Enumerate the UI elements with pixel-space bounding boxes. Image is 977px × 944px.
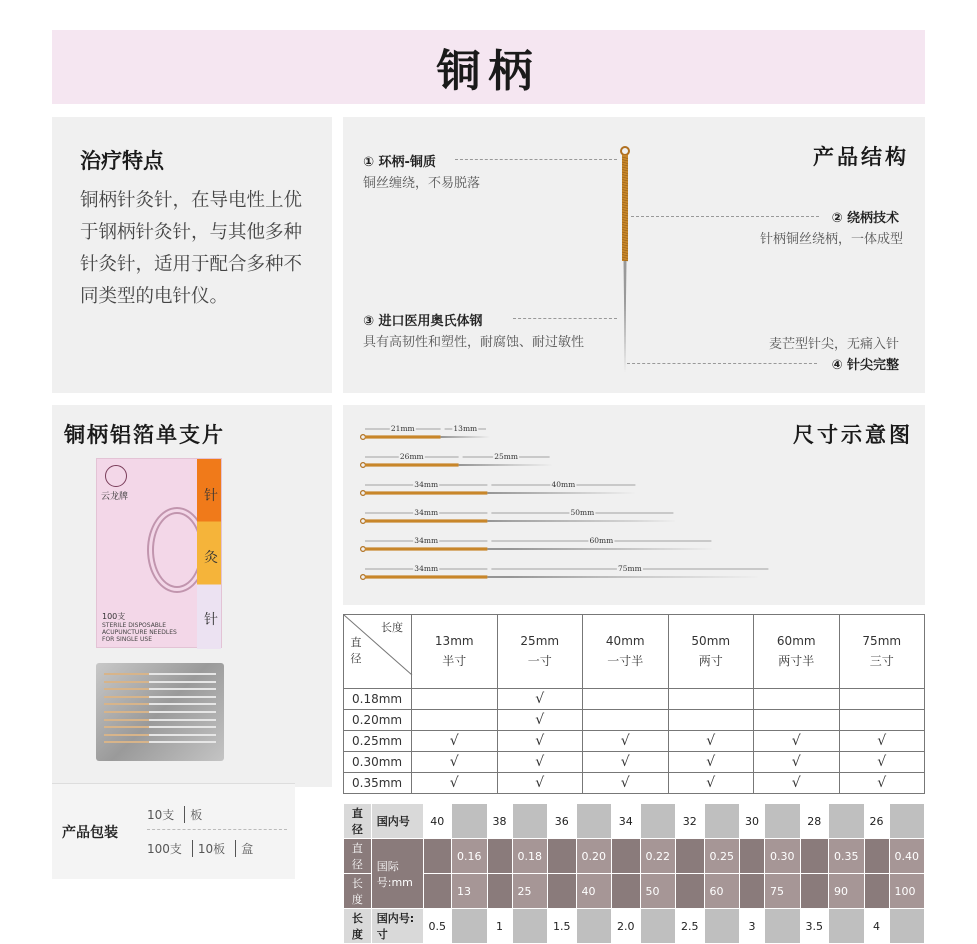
box-count: 100支: [102, 612, 126, 621]
gauge-length-cun: 2.0: [612, 909, 641, 944]
spec-corner-cell: [344, 615, 412, 689]
spec-check-cell: [412, 710, 498, 731]
foil-needle: [104, 711, 216, 713]
spec-corner-left: 直径: [350, 636, 362, 665]
gauge-diameter-mm: 0.25: [704, 839, 740, 874]
gauge-length-mm: 75: [765, 874, 801, 909]
packaging-label: 产品包装: [62, 825, 118, 841]
spec-check-cell: [583, 710, 669, 731]
gauge-domestic-number: 36: [548, 804, 577, 839]
spec-check-cell: [412, 689, 498, 710]
gauge-spacer: [612, 839, 641, 874]
spec-row: [344, 710, 925, 731]
needle-illustration: [613, 145, 637, 375]
packaging-unit-2b: 盒: [235, 840, 253, 857]
structure-panel: [343, 117, 925, 393]
gauge-spacer: [765, 804, 801, 839]
gauge-domestic-number: 26: [864, 804, 889, 839]
size-diagram: [343, 405, 925, 605]
spec-check-cell: √: [839, 731, 925, 752]
packaging-row-1: [147, 806, 202, 823]
spec-row-diameter: 0.30mm: [344, 752, 412, 773]
size-body-label: 25mm: [494, 452, 518, 461]
foil-needle: [104, 688, 216, 690]
gauge-spacer: [612, 874, 641, 909]
gauge-spacer: [487, 839, 512, 874]
gauge-spacer: [676, 874, 705, 909]
spec-check-cell: √: [497, 752, 583, 773]
gauge-spacer: [864, 839, 889, 874]
box-char-1: 针: [204, 488, 218, 504]
spec-check-cell: √: [497, 731, 583, 752]
size-handle-label: 34mm: [414, 564, 439, 573]
features-heading: 治疗特点: [80, 149, 164, 173]
gauge-length-cun: 0.5: [423, 909, 452, 944]
gauge-length-cun: 1.5: [548, 909, 577, 944]
gauge-spacer: [740, 839, 765, 874]
packaging-strip: [52, 783, 295, 879]
gauge-length-cun: 1: [487, 909, 512, 944]
gauge-spacer: [452, 909, 488, 944]
spec-check-cell: √: [583, 752, 669, 773]
structure-heading: 产品结构: [813, 145, 909, 169]
spec-check-cell: √: [412, 752, 498, 773]
size-needle-shaft: [459, 464, 554, 466]
features-body: 铜柄针灸针，在导电性上优于钢柄针灸针，与其他多种针灸针，适用于配合多种不同类型的电针仪。: [80, 190, 303, 307]
spec-table: [343, 614, 925, 794]
spec-check-cell: √: [583, 731, 669, 752]
size-needle-handle: [365, 575, 487, 578]
features-panel: [52, 117, 332, 393]
spec-row-diameter: 0.25mm: [344, 731, 412, 752]
gauge-diameter-mm: 0.18: [512, 839, 548, 874]
callout-3-line: [513, 318, 617, 319]
spec-row-diameter: 0.35mm: [344, 773, 412, 794]
spec-check-cell: √: [839, 773, 925, 794]
gauge-spacer: [512, 909, 548, 944]
spec-check-cell: √: [754, 752, 840, 773]
box-brand: 云龙牌: [101, 492, 129, 502]
packaging-qty-2: 100支: [147, 842, 182, 856]
box-en-text: STERILE DISPOSABLE ACUPUNCTURE NEEDLES FOR SINGLE USE: [102, 622, 177, 643]
callout-4-desc: 麦芒型针尖，无痛入针: [768, 337, 899, 352]
spec-row: [344, 731, 925, 752]
gauge-spacer: [576, 909, 612, 944]
size-needle-shaft: [441, 436, 490, 438]
size-handle-label: 34mm: [414, 480, 439, 489]
foil-needle: [104, 741, 216, 743]
size-body-label: 40mm: [551, 480, 576, 489]
gauge-spacer: [889, 909, 925, 944]
gauge-spacer: [512, 804, 548, 839]
packaging-divider: [147, 829, 287, 830]
gauge-length-mm: 40: [576, 874, 612, 909]
size-needle-handle: [365, 519, 487, 522]
spec-col-header: 40mm 一寸半: [583, 615, 669, 689]
spec-check-cell: √: [497, 689, 583, 710]
size-needle-shaft: [487, 492, 639, 494]
gauge-length-mm: 25: [512, 874, 548, 909]
callout-3-desc: 具有高韧性和塑性，耐腐蚀、耐过敏性: [363, 335, 585, 350]
size-body-label: 50mm: [570, 508, 595, 517]
spec-check-cell: √: [668, 731, 754, 752]
spec-col-header: 50mm 两寸: [668, 615, 754, 689]
spec-row-diameter: 0.20mm: [344, 710, 412, 731]
page-title: 铜柄: [436, 46, 541, 97]
gauge-spacer: [800, 874, 829, 909]
gauge-length-cun: 4: [864, 909, 889, 944]
size-needle-shaft: [487, 520, 677, 522]
gauge-diameter-mm: 0.35: [829, 839, 865, 874]
gauge-domestic-number: 38: [487, 804, 512, 839]
box-logo: [105, 465, 127, 487]
spec-col-header: 75mm 三寸: [839, 615, 925, 689]
aluminum-heading: 铜柄铝箔单支片: [64, 423, 225, 447]
foil-needle: [104, 734, 216, 736]
needle-shaft: [624, 261, 627, 373]
gauge-length-cun: 3: [740, 909, 765, 944]
spec-check-cell: [839, 689, 925, 710]
gauge-spacer: [800, 839, 829, 874]
spec-check-cell: [668, 689, 754, 710]
size-handle-label: 34mm: [414, 536, 439, 545]
size-body-label: 13mm: [453, 424, 478, 433]
packaging-unit-2a: 10板: [192, 840, 225, 857]
size-needle-ring: [361, 575, 366, 580]
size-needle-ring: [361, 435, 366, 440]
gauge-domestic-number: 32: [676, 804, 705, 839]
gauge-spacer: [864, 874, 889, 909]
callout-1-desc: 铜丝缠绕，不易脱落: [363, 176, 481, 191]
spec-check-cell: √: [754, 731, 840, 752]
callout-3-label: ③ 进口医用奥氏体钢: [363, 314, 483, 329]
gauge-length-mm: 100: [889, 874, 925, 909]
size-needle-shaft: [487, 576, 772, 578]
packaging-row-2: [147, 840, 253, 857]
gauge-r2-label: 直径: [344, 839, 372, 874]
size-body-label: 75mm: [618, 564, 642, 573]
gauge-spacer: [548, 839, 577, 874]
gauge-length-mm: 13: [452, 874, 488, 909]
callout-1-label: ① 环柄-铜质: [363, 155, 436, 170]
gauge-spacer: [740, 874, 765, 909]
gauge-domestic-number: 40: [423, 804, 452, 839]
foil-needle: [104, 673, 216, 675]
spec-check-cell: √: [839, 752, 925, 773]
foil-needle: [104, 681, 216, 683]
gauge-domestic-number: 28: [800, 804, 829, 839]
size-body-label: 60mm: [589, 536, 614, 545]
gauge-r1-sub: 国内号: [371, 804, 423, 839]
title-bar: [52, 30, 925, 104]
gauge-spacer: [704, 909, 740, 944]
gauge-spacer: [548, 874, 577, 909]
spec-check-cell: [839, 710, 925, 731]
size-needle-handle: [365, 547, 487, 550]
packaging-qty-1: 10支: [147, 808, 175, 822]
spec-row: [344, 689, 925, 710]
gauge-diameter-mm: 0.40: [889, 839, 925, 874]
gauge-spacer: [423, 839, 452, 874]
gauge-diameter-mm: 0.16: [452, 839, 488, 874]
callout-1-line: [455, 159, 617, 160]
product-box: [96, 458, 222, 648]
needle-ring: [621, 147, 629, 155]
callout-2-desc: 针柄铜丝绕柄，一体成型: [759, 232, 903, 247]
packaging-unit-1: 板: [184, 806, 202, 823]
size-needle-handle: [365, 435, 441, 438]
box-char-2: 灸: [204, 550, 218, 566]
size-needle-ring: [361, 491, 366, 496]
gauge-r3-label: 长度: [344, 874, 372, 909]
size-handle-label: 34mm: [414, 508, 439, 517]
gauge-spacer: [889, 804, 925, 839]
callout-2-line: [631, 216, 819, 217]
gauge-r1-label: 直径: [344, 804, 372, 839]
spec-row: [344, 773, 925, 794]
foil-needle: [104, 696, 216, 698]
gauge-length-mm: 60: [704, 874, 740, 909]
spec-col-header: 13mm 半寸: [412, 615, 498, 689]
gauge-diameter-mm: 0.30: [765, 839, 801, 874]
callout-2-label: ② 绕柄技术: [831, 211, 899, 226]
spec-check-cell: √: [668, 773, 754, 794]
gauge-length-cun: 2.5: [676, 909, 705, 944]
gauge-spacer: [576, 804, 612, 839]
spec-row-diameter: 0.18mm: [344, 689, 412, 710]
spec-check-cell: √: [497, 773, 583, 794]
foil-needle: [104, 726, 216, 728]
size-diagram-heading: 尺寸示意图: [793, 423, 913, 447]
gauge-diameter-mm: 0.22: [640, 839, 676, 874]
size-needle-shaft: [487, 548, 715, 550]
gauge-spacer: [452, 804, 488, 839]
gauge-r4-sub: 国内号:寸: [371, 909, 423, 944]
callout-4-line: [627, 363, 817, 364]
spec-check-cell: [583, 689, 669, 710]
spec-check-cell: [754, 689, 840, 710]
gauge-spacer: [829, 804, 865, 839]
size-handle-label: 26mm: [399, 452, 424, 461]
spec-col-header: 25mm 一寸: [497, 615, 583, 689]
gauge-spacer: [487, 874, 512, 909]
gauge-spacer: [423, 874, 452, 909]
aluminum-panel: [52, 405, 332, 787]
size-needle-ring: [361, 519, 366, 524]
gauge-domestic-number: 34: [612, 804, 641, 839]
spec-check-cell: √: [497, 710, 583, 731]
size-needle-ring: [361, 547, 366, 552]
size-needle-ring: [361, 463, 366, 468]
gauge-spacer: [765, 909, 801, 944]
callout-4-label: ④ 针尖完整: [831, 358, 899, 373]
gauge-diameter-mm: 0.20: [576, 839, 612, 874]
gauge-length-mm: 90: [829, 874, 865, 909]
spec-check-cell: √: [754, 773, 840, 794]
gauge-r2-sub: 国际号:mm: [371, 839, 423, 909]
gauge-domestic-number: 30: [740, 804, 765, 839]
gauge-length-cun: 3.5: [800, 909, 829, 944]
gauge-length-mm: 50: [640, 874, 676, 909]
spec-check-cell: √: [668, 752, 754, 773]
spec-row: [344, 752, 925, 773]
foil-needle: [104, 719, 216, 721]
gauge-spacer: [640, 909, 676, 944]
size-handle-label: 21mm: [390, 424, 415, 433]
size-needle-handle: [365, 463, 459, 466]
gauge-spacer: [829, 909, 865, 944]
spec-corner-top: 长度: [381, 621, 403, 634]
box-char-3: 针: [204, 612, 218, 628]
gauge-spacer: [676, 839, 705, 874]
spec-check-cell: √: [583, 773, 669, 794]
spec-col-header: 60mm 两寸半: [754, 615, 840, 689]
gauge-spacer: [704, 804, 740, 839]
size-diagram-panel: [343, 405, 925, 605]
foil-sheet: [96, 663, 224, 761]
gauge-r4-label: 长度: [344, 909, 372, 944]
gauge-table: [343, 803, 925, 944]
spec-check-cell: √: [412, 731, 498, 752]
foil-needle: [104, 703, 216, 705]
gauge-spacer: [640, 804, 676, 839]
spec-check-cell: [668, 710, 754, 731]
size-needle-handle: [365, 491, 487, 494]
spec-check-cell: [754, 710, 840, 731]
spec-check-cell: √: [412, 773, 498, 794]
